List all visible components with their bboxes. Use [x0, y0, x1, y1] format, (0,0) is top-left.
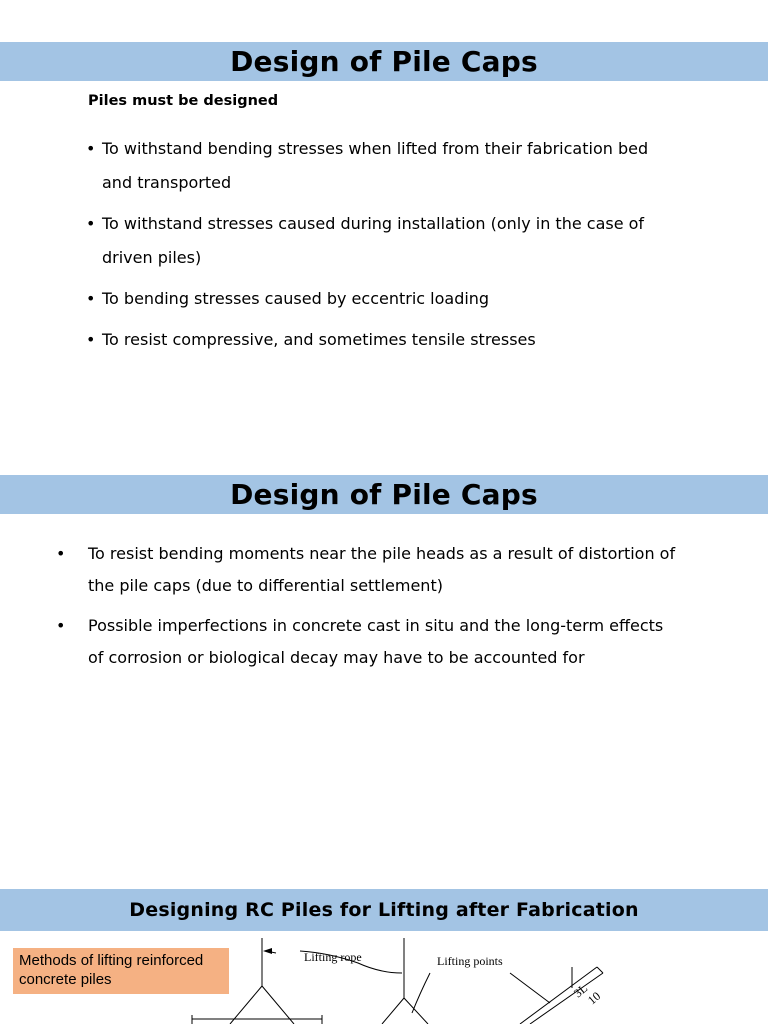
slide2-title-band	[0, 475, 768, 514]
label-fraction-num: 3L	[570, 980, 591, 1001]
slide1-intro: Piles must be designed	[88, 93, 279, 109]
bullet-text: To resist compressive, and sometimes tensile stresses	[102, 330, 536, 349]
lifting-diagram	[180, 933, 620, 1024]
list-item: • To bending stresses caused by eccentric loading	[86, 289, 490, 308]
callout-box: Methods of lifting reinforced concrete piles	[13, 948, 229, 994]
bullet-text: To withstand bending stresses when lifted from their fabrication bed and transported	[102, 139, 649, 192]
middle-sling	[382, 938, 428, 1024]
slide2-bullet-list	[56, 538, 676, 682]
bullet-text: Possible imperfections in concrete cast in situ and the long-term effects of corrosion or biological decay may have to be accounted for	[88, 616, 664, 667]
label-lifting-points: Lifting points	[437, 954, 503, 968]
slide3-title-band	[0, 889, 768, 931]
list-item: • To resist bending moments near the pile heads as a result of distortion of the pile caps (due to differential settlement)	[56, 544, 676, 595]
bullet-text: To bending stresses caused by eccentric loading	[102, 289, 490, 308]
bullet-text: To resist bending moments near the pile heads as a result of distortion of the pile caps (due to differential settlement)	[88, 544, 676, 595]
label-lifting-rope: Lifting rope	[304, 950, 362, 964]
slide1-title: Design of Pile Caps	[230, 45, 538, 78]
bullet-text: To withstand stresses caused during installation (only in the case of driven piles)	[102, 214, 645, 267]
label-fraction-den: 10	[584, 988, 604, 1008]
list-item: • Possible imperfections in concrete cast in situ and the long-term effects of corrosion or biological decay may have to be accounted for	[56, 616, 664, 667]
slide1-title-band	[0, 42, 768, 81]
slide2-title: Design of Pile Caps	[230, 478, 538, 511]
list-item: • To withstand bending stresses when lifted from their fabrication bed and transported	[86, 139, 649, 192]
list-item: • To withstand stresses caused during installation (only in the case of driven piles)	[86, 214, 645, 267]
slide3-title: Designing RC Piles for Lifting after Fabrication	[129, 899, 639, 921]
slide1-bullet-list	[86, 132, 676, 364]
list-item: • To resist compressive, and sometimes tensile stresses	[86, 330, 536, 349]
